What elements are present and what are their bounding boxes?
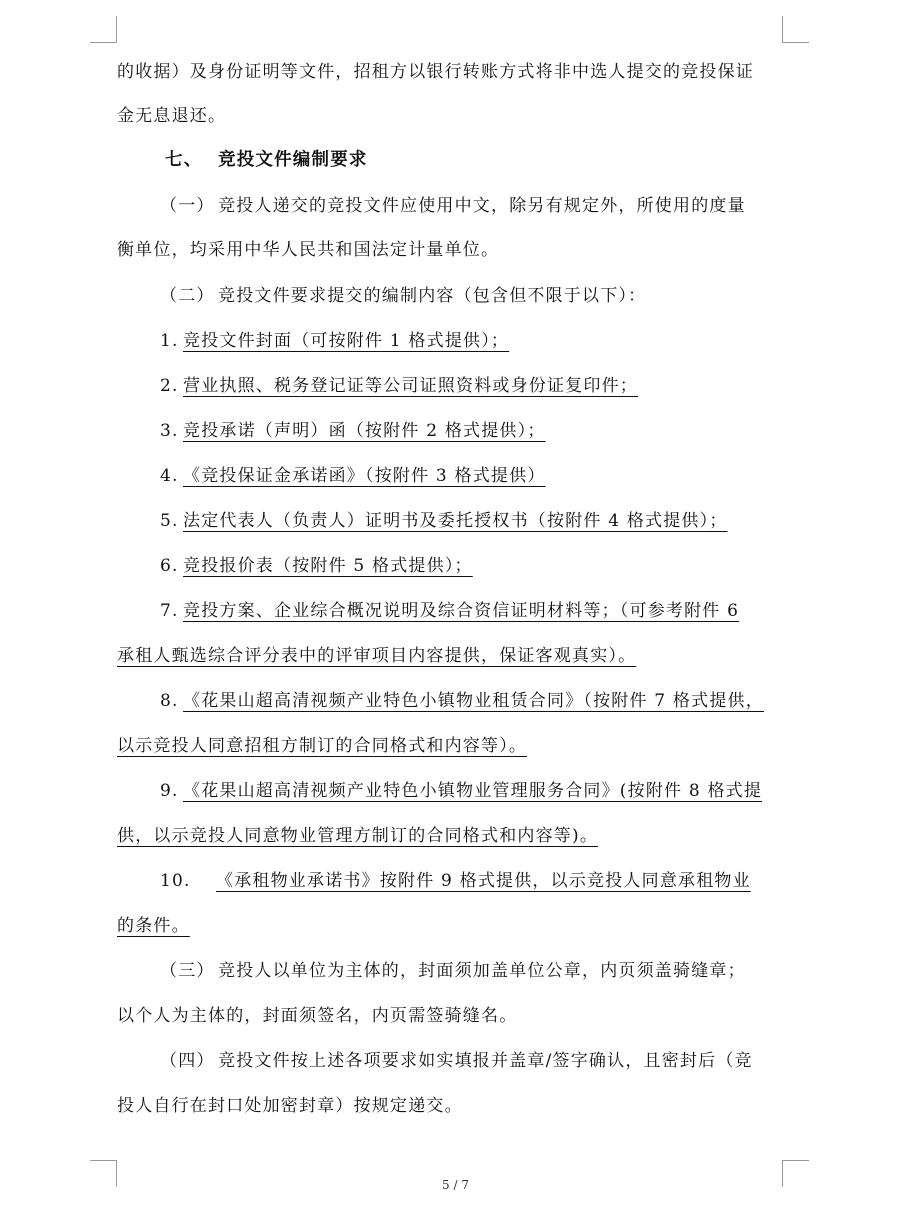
list-item	[183, 554, 473, 578]
text: （二）	[160, 286, 215, 306]
list-item	[183, 464, 546, 488]
list-item	[183, 329, 509, 353]
text: 承租人甄选综合评分表中的评审项目内容提供，保证客观真实）。	[117, 646, 637, 666]
text-line	[218, 1049, 753, 1073]
text-line	[117, 1004, 517, 1028]
text: 4.	[160, 466, 179, 486]
text: 3.	[160, 421, 179, 441]
list-number	[160, 599, 179, 623]
text: 5.	[160, 511, 179, 531]
list-number	[160, 329, 179, 353]
list-item-continuation	[117, 644, 636, 668]
list-item	[216, 869, 751, 893]
text: 竞投人以单位为主体的，封面须加盖单位公章，内页须盖骑缝章；	[218, 961, 746, 981]
text: 竞投文件编制要求	[218, 150, 368, 170]
text: 法定代表人（负责人）证明书及委托授权书（按附件 4 格式提供）；	[183, 511, 728, 531]
text: （四）	[160, 1051, 215, 1071]
paragraph-number	[160, 194, 215, 218]
list-number	[160, 779, 179, 803]
list-item	[183, 374, 638, 398]
list-number	[160, 689, 179, 713]
text-line	[117, 1094, 463, 1118]
text-line	[117, 238, 499, 262]
text: 竞投方案、企业综合概况说明及综合资信证明材料等；（可参考附件 6	[183, 601, 740, 621]
text: 9.	[160, 781, 179, 801]
text: 竞投人递交的竞投文件应使用中文，除另有规定外，所使用的度量	[218, 196, 746, 216]
list-number	[160, 464, 179, 488]
list-item-continuation	[117, 734, 527, 758]
text: 投人自行在封口处加密封章）按规定递交。	[117, 1096, 463, 1116]
text: 七、	[165, 150, 203, 170]
text-line	[218, 194, 746, 218]
text: 2.	[160, 376, 179, 396]
text: 竞投文件封面（可按附件 1 格式提供）；	[183, 331, 510, 351]
text: 金无息退还。	[117, 106, 227, 126]
page-number: 5 / 7	[442, 1178, 469, 1192]
section-number	[165, 148, 202, 172]
list-number	[160, 869, 191, 893]
list-item	[183, 689, 764, 713]
text: 供，以示竞投人同意物业管理方制订的合同格式和内容等)。	[117, 826, 599, 846]
text: 竞投报价表（按附件 5 格式提供）；	[183, 556, 473, 576]
text: 以个人为主体的，封面须签名，内页需签骑缝名。	[117, 1006, 518, 1026]
text: 的条件。	[117, 916, 190, 936]
list-item	[183, 599, 739, 623]
text: 的收据）及身份证明等文件，招租方以银行转账方式将非中选人提交的竞投保证	[117, 62, 754, 82]
text-line	[117, 104, 226, 128]
text: （一）	[160, 196, 215, 216]
list-number	[160, 374, 179, 398]
text: 《花果山超高清视频产业特色小镇物业租赁合同》（按附件 7 格式提供，	[183, 691, 764, 711]
text: 《花果山超高清视频产业特色小镇物业管理服务合同》(按附件 8 格式提	[183, 781, 763, 801]
text: 衡单位，均采用中华人民共和国法定计量单位。	[117, 240, 500, 260]
text-line	[218, 959, 746, 983]
text: 8.	[160, 691, 179, 711]
text: （三）	[160, 961, 215, 981]
list-item	[183, 419, 546, 443]
list-item	[183, 509, 728, 533]
text: 营业执照、税务登记证等公司证照资料或身份证复印件；	[183, 376, 638, 396]
text: 《竞投保证金承诺函》（按附件 3 格式提供）	[183, 466, 546, 486]
text: 《承租物业承诺书》按附件 9 格式提供，以示竞投人同意承租物业	[216, 871, 751, 891]
text-line	[218, 284, 646, 308]
text: 竞投文件要求提交的编制内容（包含但不限于以下）：	[218, 286, 647, 306]
text: 7.	[160, 601, 179, 621]
text: 竞投承诺（声明）函（按附件 2 格式提供）；	[183, 421, 546, 441]
crop-mark-top-right	[782, 16, 809, 43]
paragraph-number	[160, 284, 215, 308]
crop-mark-top-left	[90, 16, 117, 43]
text: 6.	[160, 556, 179, 576]
text: 竞投文件按上述各项要求如实填报并盖章/签字确认，且密封后（竞	[218, 1051, 753, 1071]
list-item	[183, 779, 762, 803]
list-item-continuation	[117, 914, 190, 938]
list-number	[160, 554, 179, 578]
paragraph-number	[160, 959, 215, 983]
text: 以示竞投人同意招租方制订的合同格式和内容等）。	[117, 736, 528, 756]
list-item-continuation	[117, 824, 598, 848]
text: 1.	[160, 331, 179, 351]
list-number	[160, 419, 179, 443]
text: 10.	[160, 871, 191, 891]
text-line	[117, 60, 781, 84]
list-number	[160, 509, 179, 533]
paragraph-number	[160, 1049, 215, 1073]
section-title	[218, 148, 368, 172]
